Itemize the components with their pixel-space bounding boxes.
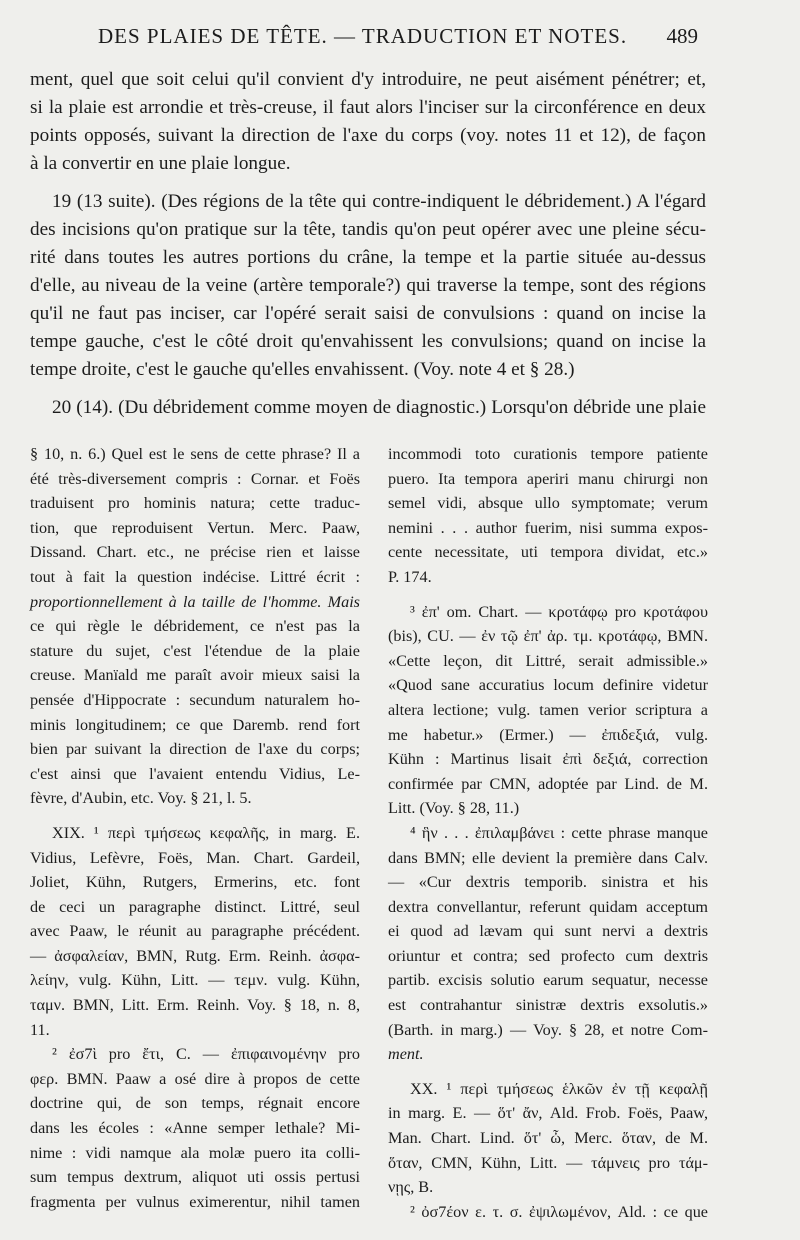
note-line: ὅταν, CMN, Kühn, Litt. — τάμνεις pro τάμ- bbox=[388, 1153, 708, 1172]
note-line: est contrahantur sinistræ dextris exsolutis.» bbox=[388, 996, 708, 1015]
note-line: ³ ἐπ' om. Chart. — κροτάφῳ pro κροτάφου bbox=[410, 602, 708, 621]
note-line: traduisent pro hominis natura; cette traduc- bbox=[30, 494, 360, 513]
main-line: qu'il ne faut pas inciser, car l'opéré serait saisi de convulsions : quand on incise la bbox=[30, 303, 706, 324]
main-line: d'elle, au niveau de la veine (artère temporale?) qui traverse la tempe, sont des régions bbox=[30, 275, 706, 296]
note-line: Dissand. Chart. etc., ne précise rien et laisse bbox=[30, 543, 360, 562]
note-line: ment. bbox=[388, 1045, 424, 1064]
note-line: tout à fait la question indécise. Littré écrit : bbox=[30, 567, 360, 586]
note-line: pensée d'Hippocrate : secundum naturalem ho- bbox=[30, 690, 360, 709]
note-line: nime : vidi namque ala molæ puero ita colli- bbox=[30, 1143, 360, 1162]
note-line: νῃς, B. bbox=[388, 1178, 434, 1197]
main-line: à la convertir en une plaie longue. bbox=[30, 153, 291, 174]
main-line: points opposés, suivant la direction de l'axe du corps (voy. notes 11 et 12), de façon bbox=[30, 125, 706, 146]
running-title: DES PLAIES DE TÊTE. — TRADUCTION ET NOTES. bbox=[98, 24, 628, 48]
note-XX-heading: XX. ¹ περὶ τμήσεως ἑλκῶν ἐν τῇ κεφαλῇ bbox=[410, 1079, 708, 1098]
note-line: partib. excisis solutio earum sequatur, necesse bbox=[388, 971, 708, 990]
note-line: semel vidi, absque ullo symptomate; verum bbox=[388, 494, 708, 513]
note-line: P. 174. bbox=[388, 567, 432, 586]
note-line: 11. bbox=[30, 1020, 50, 1039]
main-line: des incisions qu'on pratique sur la tête, tandis qu'on peut opérer avec une pleine sécu- bbox=[30, 219, 706, 240]
note-line: bien par suivant la direction de l'axe du corps; bbox=[30, 740, 360, 759]
note-line: Joliet, Kühn, Rutgers, Ermerins, etc. font bbox=[30, 873, 360, 892]
note-line: confirmée par CMN, adoptée par Lind. de M. bbox=[388, 774, 708, 793]
note-line: dextra convellantur, referunt quidam acceptum bbox=[388, 897, 708, 916]
note-line: oriuntur et contra; sed profecto cum dextris bbox=[388, 946, 708, 965]
note-line: été très-diversement compris : Cornar. et Foës bbox=[30, 469, 360, 488]
note-line: Vidius, Lefèvre, Foës, Man. Chart. Gardeil, bbox=[30, 848, 360, 867]
note-line: Man. Chart. Lind. ὅτ' ὦ, Merc. ὅταν, de M. bbox=[388, 1129, 708, 1148]
note-line: nemini . . . author fuerim, nisi summa expos- bbox=[388, 518, 708, 537]
main-line: ment, quel que soit celui qu'il convient d'y introduire, ne peut aisément pénétrer; et, bbox=[30, 69, 706, 90]
note-line: doctrine qui, de son temps, régnait encore bbox=[30, 1094, 360, 1113]
running-header bbox=[98, 24, 698, 58]
note-line: — «Cur dextris temporib. sinistra et his bbox=[388, 873, 708, 892]
note-line: (Barth. in marg.) — Voy. § 28, et notre Com- bbox=[388, 1020, 708, 1039]
main-text bbox=[30, 66, 706, 422]
note-XIX-heading: XIX. ¹ περὶ τμήσεως κεφαλῆς, in marg. E. bbox=[52, 823, 360, 842]
section-19-heading: 19 (13 suite). (Des régions de la tête qui contre-indiquent le débridement.) A l'égard bbox=[52, 191, 706, 212]
note-line: de ceci un paragraphe distinct. Littré, seul bbox=[30, 897, 360, 916]
note-line: fragmenta per vulnus eximerentur, nihil tamen bbox=[30, 1192, 360, 1211]
main-line: tempe droite, c'est le gauche qu'elles envahissent. (Voy. note 4 et § 28.) bbox=[30, 359, 575, 380]
note-line: — ἀσφαλείαν, BMN, Rutg. Erm. Reinh. ἀσφα- bbox=[30, 946, 360, 965]
note-line: ταμν. BMN, Litt. Erm. Reinh. Voy. § 18, n. 8, bbox=[30, 996, 360, 1015]
note-line: puero. Ita tempora aperiri manu chirurgi non bbox=[388, 469, 708, 488]
note-line: tion, que reproduisent Vertun. Merc. Paaw, bbox=[30, 518, 360, 537]
main-line: tempe gauche, c'est le côté droit qu'envahissent les convulsions; quand on incise la bbox=[30, 331, 706, 352]
note-line: avec Paaw, le réunit au paragraphe précédent. bbox=[30, 922, 360, 941]
note-line: creuse. Manïald me paraît avoir mieux saisi la bbox=[30, 666, 360, 685]
note-line: fèvre, d'Aubin, etc. Voy. § 21, l. 5. bbox=[30, 789, 252, 808]
note-line: ei quod ad lævam qui sunt nervi a dextris bbox=[388, 922, 708, 941]
note-line: stature du sujet, c'est l'étendue de la plaie bbox=[30, 641, 360, 660]
note-line: φερ. BMN. Paaw a osé dire à propos de cette bbox=[30, 1069, 360, 1088]
note-line: § 10, n. 6.) Quel est le sens de cette phrase? Il a bbox=[30, 445, 360, 463]
note-line: c'est ainsi que l'avaient entendu Vidius, Le- bbox=[30, 764, 360, 783]
note-line: Kühn : Martinus lisait ἐπὶ δεξιά, correction bbox=[388, 750, 708, 769]
note-line: ² ὀσ7έον ε. τ. σ. ἐψιλωμένον, Ald. : ce que bbox=[410, 1202, 708, 1221]
section-20-heading: 20 (14). (Du débridement comme moyen de diagnostic.) Lorsqu'on débride une plaie bbox=[52, 397, 706, 418]
note-line: proportionnellement à la taille de l'homme. Mais bbox=[30, 592, 360, 611]
note-line: ⁴ ἣν . . . ἐπιλαμβάνει : cette phrase manque bbox=[410, 823, 708, 842]
note-line: dans les écoles : «Anne semper lethale? Mi- bbox=[30, 1119, 360, 1138]
note-line: «Quod sane accuratius locum definire videtur bbox=[388, 676, 708, 695]
note-line: (bis), CU. — ἐν τῷ ἐπ' ἀρ. τμ. κροτάφῳ, BMN. bbox=[388, 627, 708, 646]
note-line: «Cette leçon, dit Littré, serait admissible.» bbox=[388, 651, 708, 670]
footnotes-left-column bbox=[30, 442, 360, 1214]
note-line: me habetur.» (Ermer.) — ἐπιδεξιά, vulg. bbox=[388, 725, 708, 744]
note-line: cente necessitate, uti tempora dividat, etc.» bbox=[388, 543, 708, 562]
footnotes-right-column bbox=[388, 442, 708, 1224]
note-line: dans BMN; elle devient la première dans Calv. bbox=[388, 848, 708, 867]
note-line: ce qui règle le débridement, ce n'est pas la bbox=[30, 617, 360, 636]
page-number: 489 bbox=[666, 24, 698, 48]
note-line: altera lectione; vulg. tamen verior scriptura a bbox=[388, 700, 708, 719]
main-line: si la plaie est arrondie et très-creuse, il faut alors l'inciser sur la circonférence en deux bbox=[30, 97, 706, 118]
note-line: in marg. E. — ὅτ' ἄν, Ald. Frob. Foës, Paaw, bbox=[388, 1104, 708, 1123]
note-line: Litt. (Voy. § 28, 11.) bbox=[388, 799, 520, 818]
note-line: sum tempus dextrum, aliquot uti ossis pertusi bbox=[30, 1168, 360, 1187]
main-line: rité dans toutes les autres portions du crâne, la tempe et la partie située au-dessus bbox=[30, 247, 706, 268]
note-line: λείην, vulg. Kühn, Litt. — τεμν. vulg. Kühn, bbox=[30, 971, 360, 990]
note-line: incommodi toto curationis tempore patiente bbox=[388, 445, 708, 463]
note-line: minis longitudinem; ce que Daremb. rend fort bbox=[30, 715, 360, 734]
note-line: ² ἐσ7ὶ pro ἔτι, C. — ἐπιφαινομένην pro bbox=[52, 1045, 360, 1064]
